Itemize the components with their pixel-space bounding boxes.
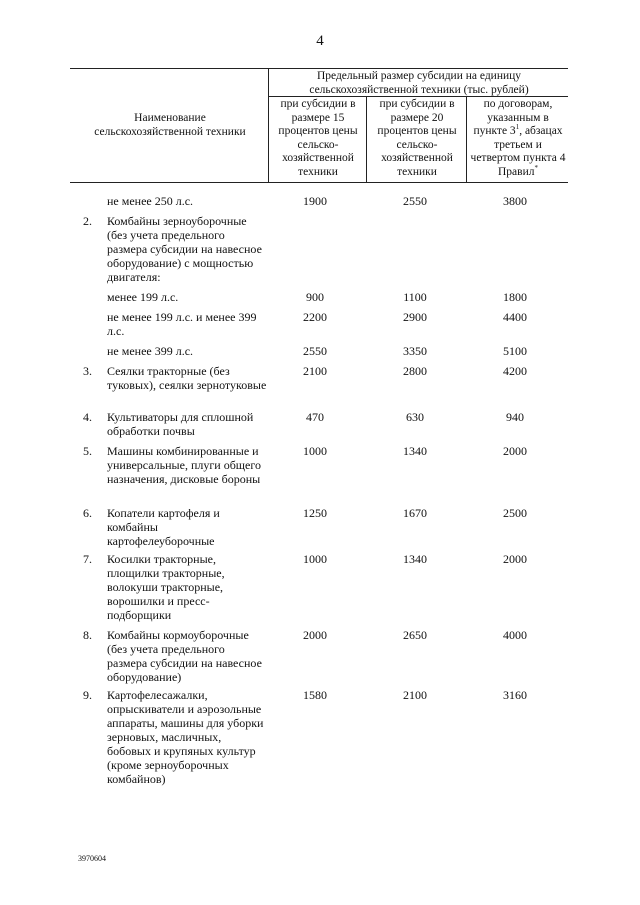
row-number: 3. bbox=[83, 364, 92, 378]
header-subsidy-group: Предельный размер субсидии на единицу сельскохозяйственной техники (тыс. рублей) bbox=[309, 70, 529, 96]
row-value-20: 2650 bbox=[403, 628, 427, 642]
header-divider-1 bbox=[268, 68, 269, 182]
row-value-15: 470 bbox=[306, 410, 324, 424]
row-value-15: 1000 bbox=[303, 552, 327, 566]
row-number: 8. bbox=[83, 628, 92, 642]
row-name: Копатели картофеля и комбайны картофелеуборочные bbox=[107, 506, 220, 548]
row-value-15: 1580 bbox=[303, 688, 327, 702]
row-value-20: 2800 bbox=[403, 364, 427, 378]
header-col-contracts-text-b: , абзацах третьем и четвертом пункта 4 Правил bbox=[470, 125, 566, 178]
row-value-contracts: 5100 bbox=[503, 344, 527, 358]
row-value-20: 1670 bbox=[403, 506, 427, 520]
row-value-20: 1100 bbox=[403, 290, 427, 304]
header-col-20-percent: при субсидии в размере 20 процентов цены сельско-хозяйственной техники bbox=[377, 98, 457, 178]
row-value-contracts: 2500 bbox=[503, 506, 527, 520]
row-value-contracts: 2000 bbox=[503, 552, 527, 566]
header-col-contracts bbox=[470, 98, 566, 179]
row-number: 5. bbox=[83, 444, 92, 458]
document-code: 3970604 bbox=[78, 854, 106, 863]
header-divider-3 bbox=[466, 96, 467, 182]
row-value-15: 1000 bbox=[303, 444, 327, 458]
row-value-contracts: 940 bbox=[506, 410, 524, 424]
row-value-contracts: 2000 bbox=[503, 444, 527, 458]
row-name: не менее 399 л.с. bbox=[107, 344, 194, 358]
row-value-contracts: 4000 bbox=[503, 628, 527, 642]
row-number: 7. bbox=[83, 552, 92, 566]
row-name: Комбайны кормоуборочные (без учета предельного размера субсидии на навесное оборудование) bbox=[107, 628, 262, 684]
header-bottom-rule bbox=[70, 182, 568, 183]
row-value-15: 1250 bbox=[303, 506, 327, 520]
row-value-15: 2000 bbox=[303, 628, 327, 642]
row-value-20: 1340 bbox=[403, 444, 427, 458]
row-name: Машины комбинированные и универсальные, плуги общего назначения, дисковые бороны bbox=[107, 444, 261, 486]
row-name: менее 199 л.с. bbox=[107, 290, 179, 304]
row-value-20: 1340 bbox=[403, 552, 427, 566]
row-value-15: 2550 bbox=[303, 344, 327, 358]
row-value-contracts: 1800 bbox=[503, 290, 527, 304]
row-value-20: 2900 bbox=[403, 310, 427, 324]
row-name: не менее 199 л.с. и менее 399 л.с. bbox=[107, 310, 257, 338]
page-number: 4 bbox=[316, 33, 324, 49]
row-value-15: 2200 bbox=[303, 310, 327, 324]
header-col-contracts-sup: 1 bbox=[515, 123, 520, 132]
header-col-contracts-text-a: по договорам, указанным в пункте 3 bbox=[473, 98, 553, 137]
row-number: 4. bbox=[83, 410, 92, 424]
row-name: Культиваторы для сплошной обработки почвы bbox=[107, 410, 254, 438]
table-top-rule bbox=[70, 68, 568, 69]
row-value-contracts: 3160 bbox=[503, 688, 527, 702]
row-name: не менее 250 л.с. bbox=[107, 194, 194, 208]
row-value-15: 900 bbox=[306, 290, 324, 304]
row-name: Картофелесажалки, опрыскиватели и аэрозольные аппараты, машины для уборки зерновых, масличных, бобовых и крупяных культур (кроме зерноуборочных комбайнов) bbox=[107, 688, 264, 786]
row-value-15: 2100 bbox=[303, 364, 327, 378]
row-value-20: 2550 bbox=[403, 194, 427, 208]
row-number: 6. bbox=[83, 506, 92, 520]
row-value-20: 3350 bbox=[403, 344, 427, 358]
row-value-15: 1900 bbox=[303, 194, 327, 208]
row-value-contracts: 4200 bbox=[503, 364, 527, 378]
row-name: Косилки тракторные, площилки тракторные, волокуши тракторные, ворошилки и пресс-подборщики bbox=[107, 552, 225, 622]
row-name: Сеялки тракторные (без туковых), сеялки зернотуковые bbox=[107, 364, 267, 392]
header-name-column: Наименование сельскохозяйственной техники bbox=[94, 112, 246, 138]
row-name: Комбайны зерноуборочные (без учета предельного размера субсидии на навесное оборудование) с мощностью двигателя: bbox=[107, 214, 262, 284]
header-col-15-percent: при субсидии в размере 15 процентов цены сельско-хозяйственной техники bbox=[278, 98, 358, 178]
row-value-contracts: 3800 bbox=[503, 194, 527, 208]
row-value-20: 2100 bbox=[403, 688, 427, 702]
row-value-contracts: 4400 bbox=[503, 310, 527, 324]
header-col-contracts-star: * bbox=[534, 163, 538, 172]
row-value-20: 630 bbox=[406, 410, 424, 424]
header-divider-2 bbox=[366, 96, 367, 182]
row-number: 9. bbox=[83, 688, 92, 702]
row-number: 2. bbox=[83, 214, 92, 228]
